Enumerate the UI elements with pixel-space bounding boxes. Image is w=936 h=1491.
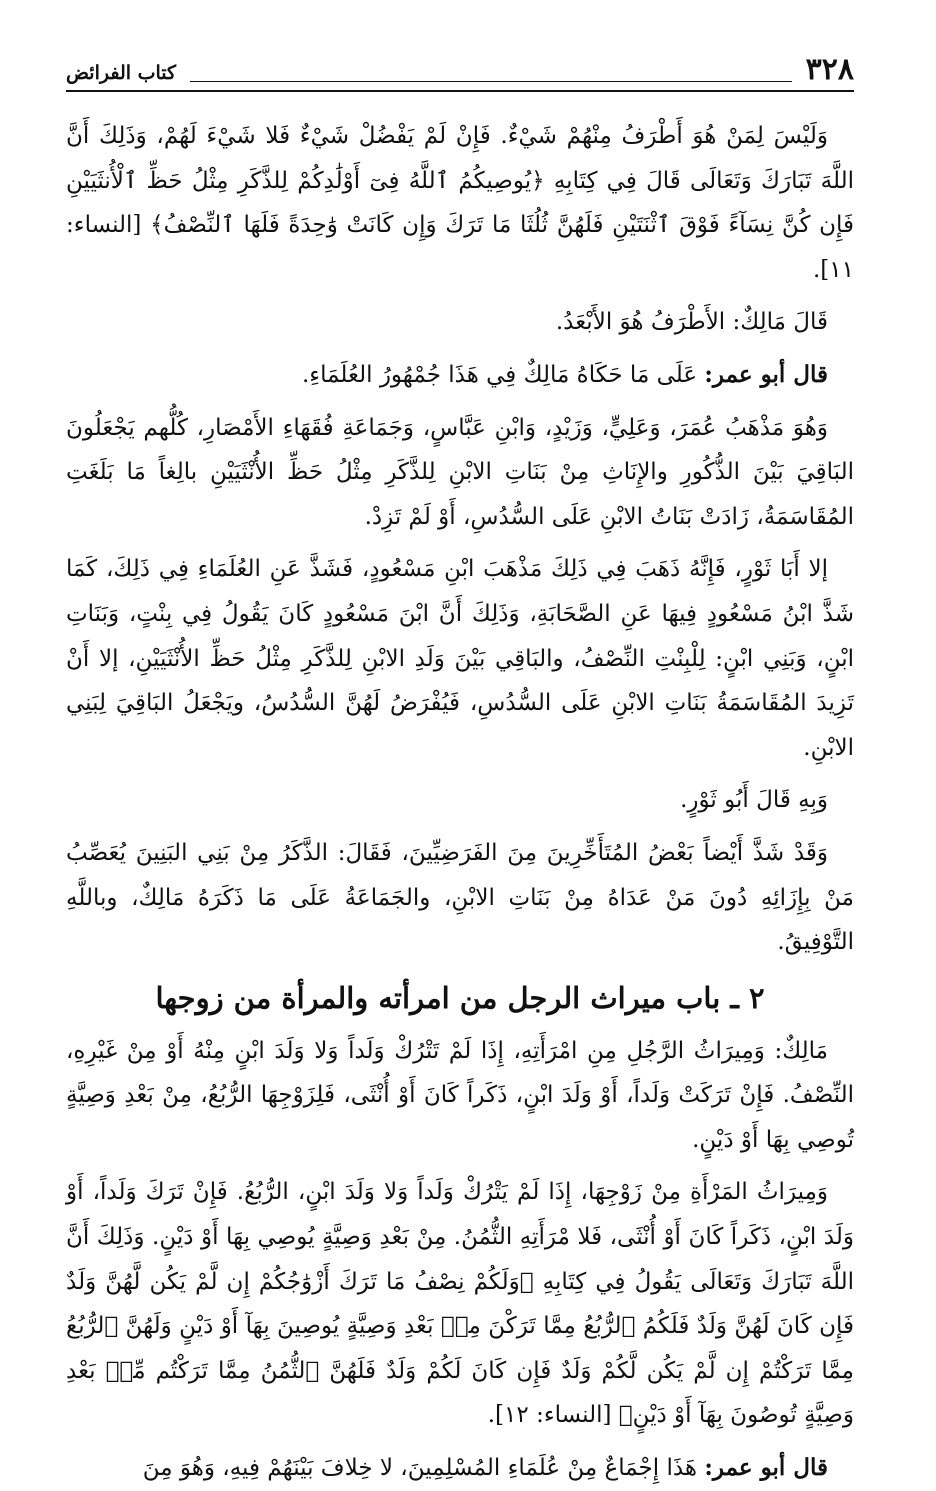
- speaker-label: قال أبو عمر:: [704, 1454, 828, 1482]
- paragraph: [66, 1446, 854, 1491]
- paragraph: [66, 1029, 854, 1163]
- page-header: [66, 40, 854, 92]
- paragraph: [66, 353, 854, 398]
- paragraph-text: وَبِهِ قَالَ أَبُو ثَوْرٍ.: [680, 787, 828, 814]
- speaker-label: قال أبو عمر:: [704, 360, 828, 388]
- paragraph: [66, 300, 854, 345]
- header-rule: [190, 81, 792, 82]
- paragraph-text: قَالَ مَالِكٌ: الأَطْرَفُ هُوَ الأَبْعَدُ.: [555, 309, 828, 336]
- paragraph: [66, 831, 854, 965]
- paragraph: [66, 1170, 854, 1438]
- paragraph-text: وَقَدْ شَذَّ أَيْضاً بَعْضُ المُتَأَخِّرِينَ مِنَ الفَرَضِيِّينَ، فَقَالَ: الذَّكَرُ مِنْ بَنِي البَنِينَ يُعَصِّبُ مَنْ بِإِزَائِهِ دُونَ مَنْ عَدَاهُ مِنْ بَنَاتِ الابْنِ، والجَمَاعَةُ عَلَى مَا ذَكَرَهُ مَالِكٌ، وباللَّهِ التَّوْفِيقُ.: [66, 839, 854, 956]
- paragraph-text: وَلَيْسَ لِمَنْ هُوَ أَطْرَفُ مِنْهُمْ شَيْءٌ. فَإِنْ لَمْ يَفْضُلْ شَيْءٌ فَلا شَيْءَ لَهُمْ، وَذَلِكَ أَنَّ اللَّهَ تَبَارَكَ وَتَعَالَى قَالَ فِي كِتَابِهِ ﴿يُوصِيكُمُ ٱللَّهُ فِىٓ أَوْلَٰدِكُمْ لِلذَّكَرِ مِثْلُ حَظِّ ٱلْأُنثَيَيْنِ فَإِن كُنَّ نِسَآءً فَوْقَ ٱثْنَتَيْنِ فَلَهُنَّ ثُلُثَا مَا تَرَكَ وَإِن كَانَتْ وَٰحِدَةً فَلَهَا ٱلنِّصْفُ﴾ [النساء: ١١].: [66, 123, 854, 283]
- chapter-heading: ٢ ـ باب ميراث الرجل من امرأته والمرأة من زوجها: [155, 980, 765, 1015]
- page-number: ٣٢٨: [805, 52, 854, 87]
- running-title: كتاب الفرائض: [66, 62, 177, 84]
- paragraph: [66, 547, 854, 770]
- paragraph: [66, 406, 854, 540]
- paragraph-text: هَذَا إِجْمَاعٌ مِنْ عُلَمَاءِ المُسْلِمِينَ، لا خِلافَ بَيْنَهُمْ فِيهِ، وَهُوَ مِنَ: [142, 1455, 705, 1482]
- paragraph-text: وَمِيرَاثُ المَرْأَةِ مِنْ زَوْجِهَا، إِذَا لَمْ يَتْرُكْ وَلَداً وَلا وَلَدَ ابْنٍ، الرُّبُعُ. فَإِنْ تَرَكَ وَلَداً، أَوْ وَلَدَ ابْنٍ، ذَكَراً كَانَ أَوْ أُنْثَى، فَلا مْرَأَتِهِ الثُّمُنُ. مِنْ بَعْدِ وَصِيَّةٍ يُوصِي بِهَا أَوْ دَيْنٍ. وَذَلِكَ أَنَّ اللَّهَ تَبَارَكَ وَتَعَالَى يَقُولُ فِي كِتَابِهِ ﴿وَلَكُمْ نِصْفُ مَا تَرَكَ أَزْوَٰجُكُمْ إِن لَّمْ يَكُن لَّهُنَّ وَلَدٌ فَإِن كَانَ لَهُنَّ وَلَدٌ فَلَكُمُ ٱلرُّبُعُ مِمَّا تَرَكْنَ مِنۢ بَعْدِ وَصِيَّةٍ يُوصِينَ بِهَآ أَوْ دَيْنٍ وَلَهُنَّ ٱلرُّبُعُ مِمَّا تَرَكْتُمْ إِن لَّمْ يَكُن لَّكُمْ وَلَدٌ فَإِن كَانَ لَكُمْ وَلَدٌ فَلَهُنَّ ٱلثُّمُنُ مِمَّا تَرَكْتُم مِّنۢ بَعْدِ وَصِيَّةٍ تُوصُونَ بِهَآ أَوْ دَيْنٍ﴾ [النساء: ١٢].: [66, 1179, 854, 1429]
- paragraph-text: وَهُوَ مَذْهَبُ عُمَرَ، وَعَلِيٍّ، وَزَيْدٍ، وَابْنِ عَبَّاسٍ، وَجَمَاعَةِ فُقَهَاءِ الأَمْصَارِ، كُلُّهم يَجْعَلُونَ البَاقِيَ بَيْنَ الذُّكُورِ والإِنَاثِ مِنْ بَنَاتِ الابْنِ لِلذَّكَرِ مِثْلُ حَظِّ الأُنْثَيَيْنِ بالِغاً مَا بَلَغَتِ المُقَاسَمَةُ، زَادَتْ بَنَاتُ الابْنِ عَلَى السُّدُسِ، أَوْ لَمْ تَزِدْ.: [66, 414, 854, 530]
- paragraph-text: مَالِكٌ: وَمِيرَاثُ الرَّجُلِ مِنِ امْرَأَتِهِ، إِذَا لَمْ تَتْرُكْ وَلَداً وَلا وَلَدَ ابْنٍ مِنْهُ أَوْ مِنْ غَيْرِهِ، النِّصْفُ. فَإِنْ تَرَكَتْ وَلَداً، أَوْ وَلَدَ ابْنٍ، ذَكَراً كَانَ أَوْ أُنْثَى، فَلِزَوْجِهَا الرُّبُعُ، مِنْ بَعْدِ وَصِيَّةٍ تُوصِي بِهَا أَوْ دَيْنٍ.: [66, 1037, 854, 1153]
- paragraph-text: إلا أَبَا ثَوْرٍ، فَإِنَّهُ ذَهَبَ فِي ذَلِكَ مَذْهَبَ ابْنِ مَسْعُودٍ، فَشَذَّ عَنِ العُلَمَاءِ فِي ذَلِكَ، كَمَا شَذَّ ابْنُ مَسْعُودٍ فِيهَا عَنِ الصَّحَابَةِ، وَذَلِكَ أَنَّ ابْنَ مَسْعُودٍ كَانَ يَقُولُ فِي بِنْتٍ، وَبَنَاتِ ابْنٍ، وَبَنِي ابْنٍ: لِلْبِنْتِ النِّصْفُ، والبَاقِي بَيْنَ وَلَدِ الابْنِ لِلذَّكَرِ مِثْلُ حَظِّ الأُنْثَيَيْنِ، إلا أَنْ تَزِيدَ المُقَاسَمَةُ بَنَاتِ الابْنِ عَلَى السُّدُسِ، فَيُفْرَضُ لَهُنَّ السُّدُسُ، ويَجْعَلُ البَاقِيَ لِبَنِي الابْنِ.: [66, 556, 854, 761]
- paragraph: [66, 114, 854, 292]
- paragraph-text: عَلَى مَا حَكَاهُ مَالِكٌ فِي هَذَا جُمْهُورُ العُلَمَاءِ.: [301, 361, 705, 388]
- paragraph: [66, 778, 854, 823]
- body-text: [66, 114, 854, 1491]
